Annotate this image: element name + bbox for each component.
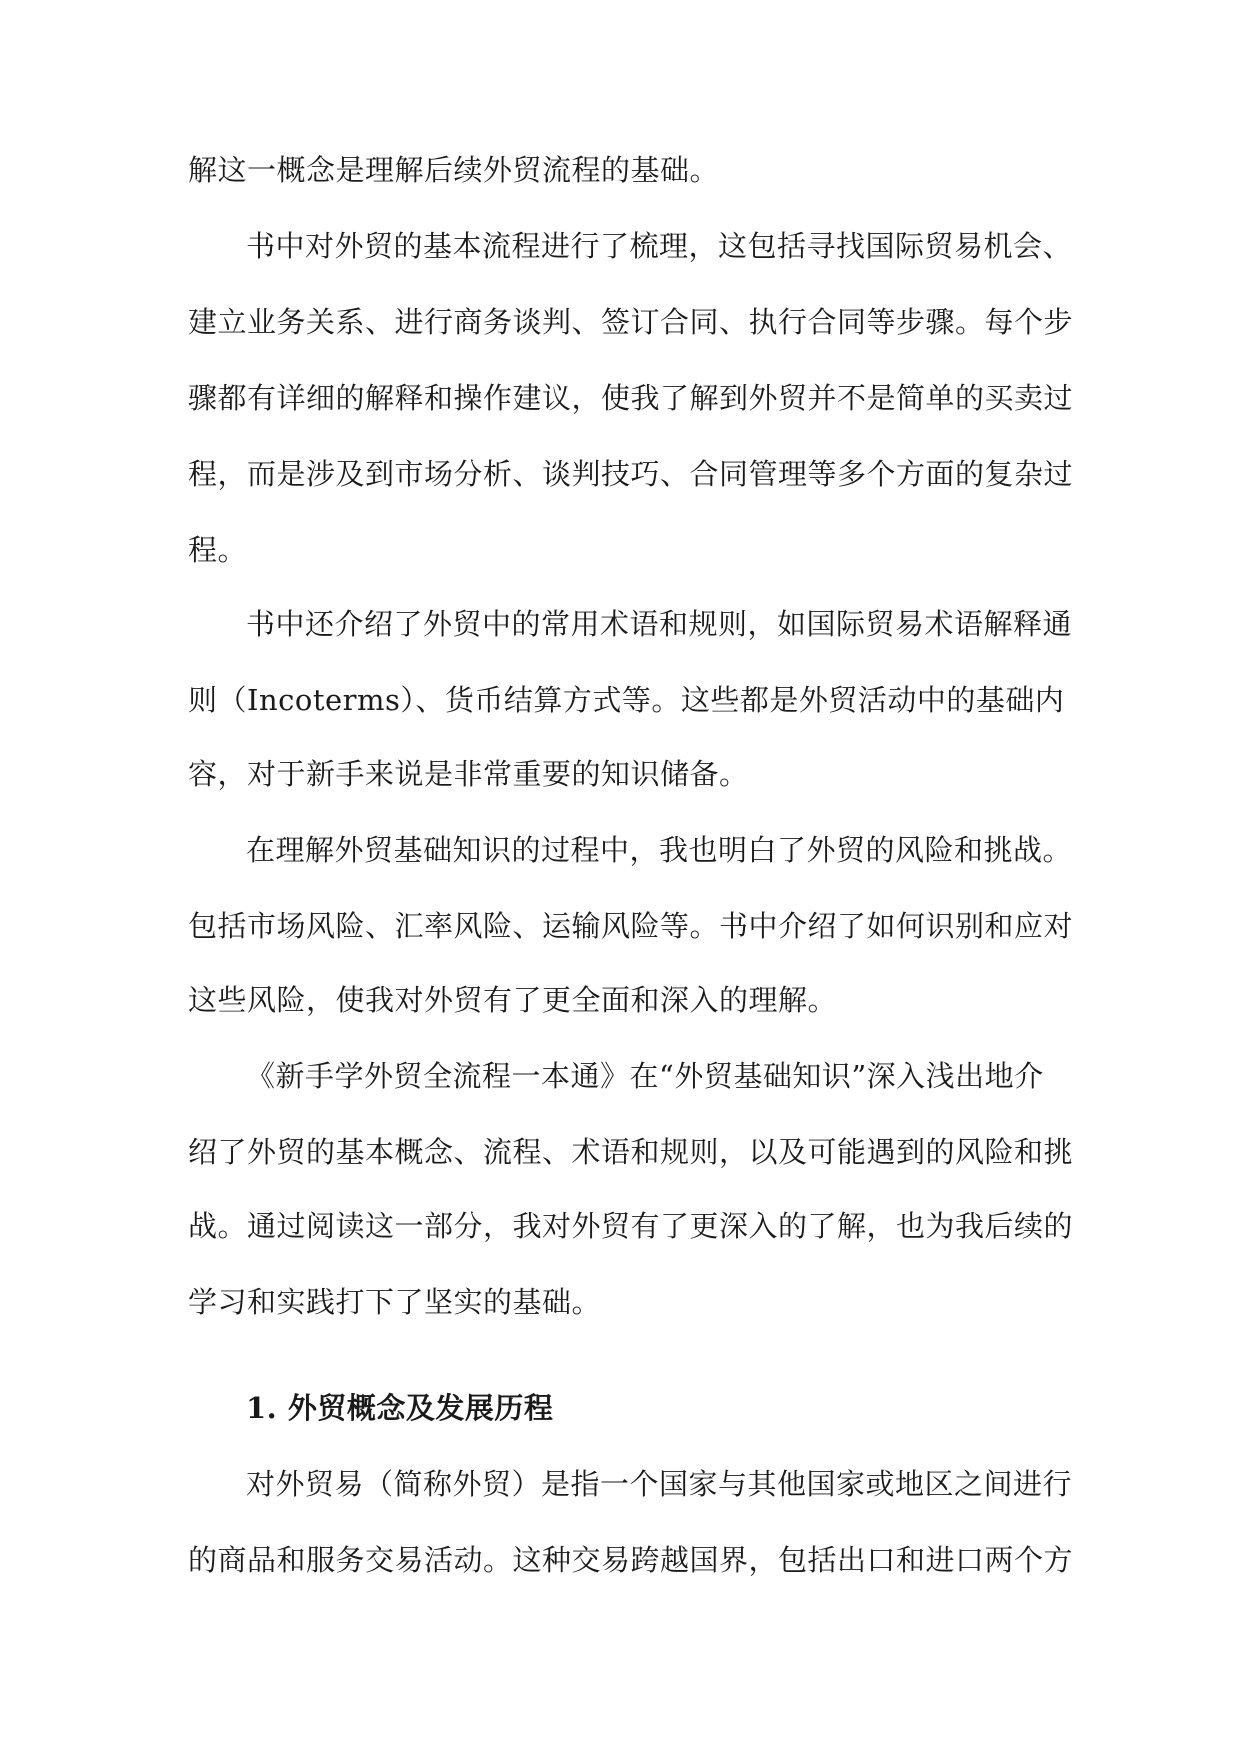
text-line: 战。通过阅读这一部分，我对外贸有了更深入的了解，也为我后续的 (188, 1209, 1074, 1243)
paragraph-first-line: 《新手学外贸全流程一本通》在“外贸基础知识”深入浅出地介 (246, 1059, 1044, 1093)
text-line: 的商品和服务交易活动。这种交易跨越国界，包括出口和进口两个方 (188, 1543, 1074, 1577)
text-line: 包括市场风险、汇率风险、运输风险等。书中介绍了如何识别和应对 (188, 909, 1074, 943)
paragraph-first-line: 对外贸易（简称外贸）是指一个国家与其他国家或地区之间进行 (246, 1467, 1073, 1501)
text-line: 容，对于新手来说是非常重要的知识储备。 (188, 757, 749, 791)
text-line: 程，而是涉及到市场分析、谈判技巧、合同管理等多个方面的复杂过 (188, 457, 1074, 491)
section-heading: 1. 外贸概念及发展历程 (246, 1391, 554, 1425)
text-line: 则（Incoterms）、货币结算方式等。这些都是外贸活动中的基础内 (188, 683, 1065, 717)
text-line: 这些风险，使我对外贸有了更全面和深入的理解。 (188, 983, 838, 1017)
paragraph-first-line: 书中对外贸的基本流程进行了梳理，这包括寻找国际贸易机会、 (246, 229, 1073, 263)
paragraph-first-line: 书中还介绍了外贸中的常用术语和规则，如国际贸易术语解释通 (246, 607, 1073, 641)
text-line: 骤都有详细的解释和操作建议，使我了解到外贸并不是简单的买卖过 (188, 381, 1074, 415)
paragraph-first-line: 在理解外贸基础知识的过程中，我也明白了外贸的风险和挑战。 (246, 833, 1073, 867)
text-line: 程。 (188, 533, 248, 567)
text-line: 建立业务关系、进行商务谈判、签订合同、执行合同等步骤。每个步 (188, 305, 1074, 339)
text-line: 解这一概念是理解后续外贸流程的基础。 (188, 153, 720, 187)
text-line: 学习和实践打下了坚实的基础。 (188, 1285, 602, 1319)
text-line: 绍了外贸的基本概念、流程、术语和规则，以及可能遇到的风险和挑 (188, 1135, 1074, 1169)
